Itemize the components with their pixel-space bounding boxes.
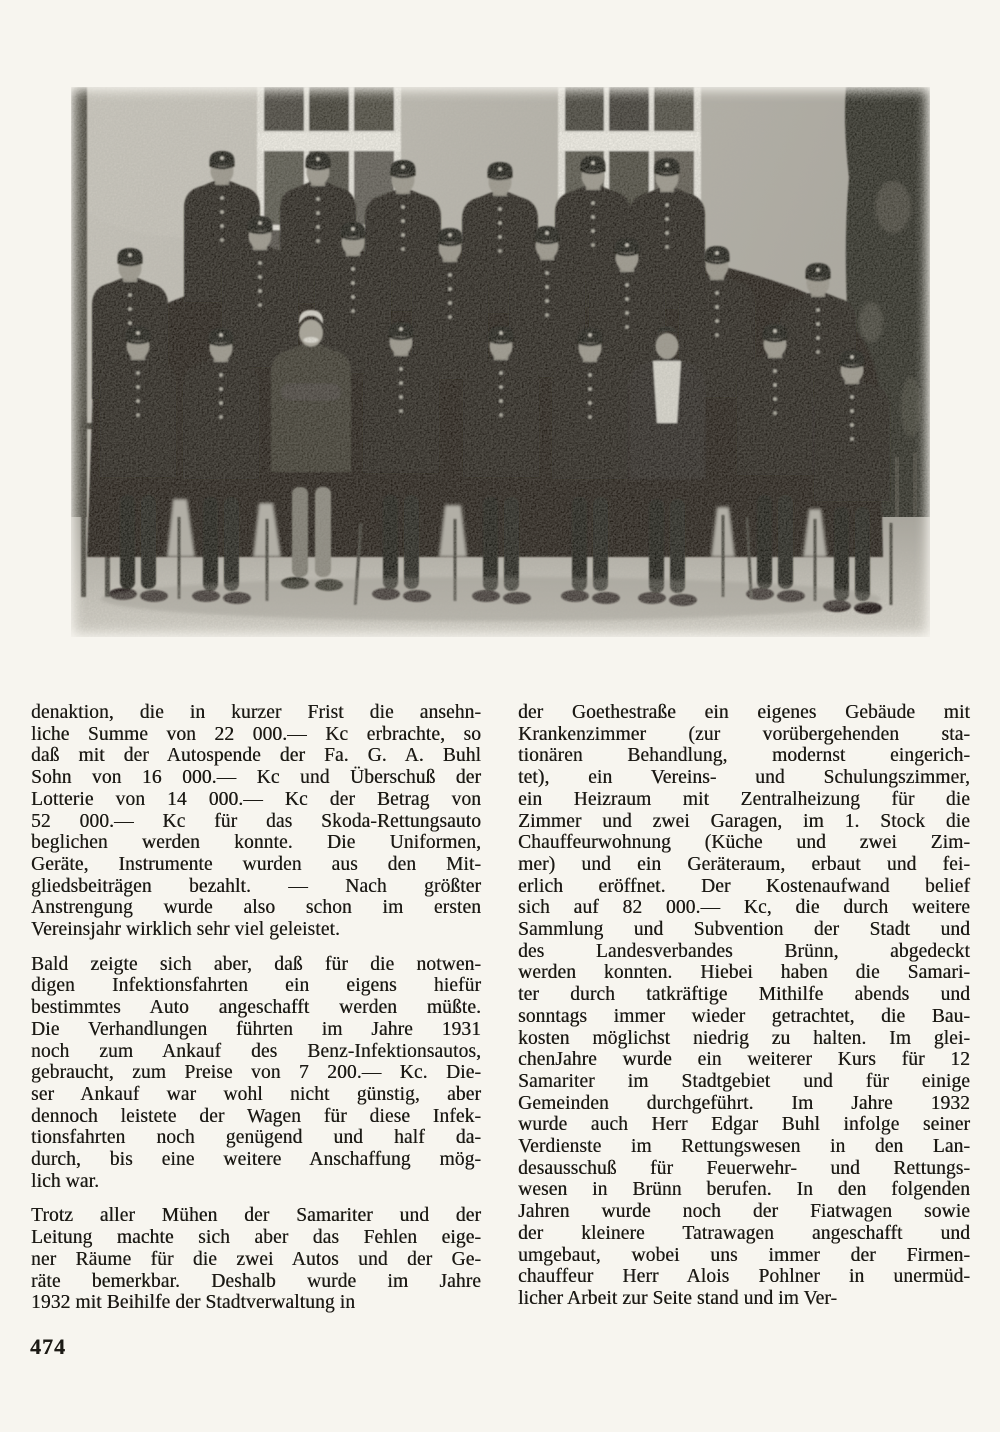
text-line: räte bemerkbar. Deshalb wurde im Jahre [31,1270,482,1292]
group-photo-graphic [71,87,930,637]
text-line: 1932 mit Beihilfe der Stadtverwaltung in [31,1292,356,1314]
group-photo [71,87,930,637]
text-line: Krankenzimmer (zur vorübergehenden sta- [518,723,970,745]
text-line: denaktion, die in kurzer Frist die ansehn- [31,702,482,723]
text-line: Zimmer und zwei Garagen, im 1. Stock die [518,810,970,832]
text-line: Lotterie von 14 000.— Kc der Betrag von [31,788,482,810]
paragraph-building [518,702,970,1310]
text-line: erlich eröffnet. Der Kostenaufwand belief [518,875,970,897]
text-line: ner Räume für die zwei Autos und der Ge- [31,1248,482,1270]
right-column [518,702,970,1327]
paragraph-missing-rooms [31,1205,481,1314]
text-line: digen Infektionsfahrten ein eigens hiefür [31,975,482,997]
text-line: desausschuß für Feuerwehr- und Rettungs- [518,1157,970,1179]
text-line: Anstrengung wurde also schon im ersten [31,897,482,919]
text-line: gebraucht, zum Preise von 7 200.— Kc. Die- [31,1062,482,1084]
text-line: Verdienste im Rettungswesen in den Lan- [518,1136,970,1158]
text-line: durch, bis eine weitere Anschaffung mög- [31,1149,482,1171]
text-line: Samariter im Stadtgebiet und für einige [518,1070,970,1092]
text-line: daß mit der Autospende der Fa. G. A. Buhl [31,745,482,767]
page-number: 474 [30,1334,66,1359]
text-line: Geräte, Instrumente wurden aus den Mit- [31,853,482,875]
photo-grain [71,87,930,637]
text-line: umgebaut, wobei uns immer der Firmen- [518,1244,970,1266]
text-line: ein Heizraum mit Zentralheizung für die [518,788,970,810]
left-column [31,702,481,1327]
text-line: ser Ankauf war wohl nicht günstig, aber [31,1083,482,1105]
text-line: Sammlung und Subvention der Stadt und [518,919,970,941]
text-line: Jahren wurde noch der Fiatwagen sowie [518,1201,970,1223]
text-line: bestimmtes Auto angeschafft werden müßte. [31,997,482,1019]
text-line: Trotz aller Mühen der Samariter und der [31,1205,482,1227]
text-line: liche Summe von 22 000.— Kc erbrachte, so [31,723,482,745]
text-line: Chauffeurwohnung (Küche und zwei Zim- [518,832,970,854]
text-columns [31,702,970,1327]
text-line: kosten möglichst niedrig zu halten. Im glei- [518,1027,970,1049]
text-line: licher Arbeit zur Seite stand und im Ver- [518,1287,838,1309]
paragraph-infection-car [31,954,481,1193]
text-line: tionären Behandlung, modernst eingerich- [518,745,970,767]
text-line: lich war. [31,1170,100,1192]
text-line: 52 000.— Kc für das Skoda-Rettungsauto [31,810,482,832]
text-line: werden konnten. Hiebei haben die Samari- [518,962,970,984]
text-line: sonntags immer wieder getrachtet, die Bau- [518,1005,970,1027]
text-line: tionsfahrten noch genügend und half da- [31,1127,482,1149]
text-line: chauffeur Herr Alois Pohlner in unermüd- [518,1266,970,1288]
text-line: wesen in Brünn berufen. In den folgenden [518,1179,970,1201]
text-line: Leitung machte sich aber das Fehlen eige- [31,1227,482,1249]
text-line: des Landesverbandes Brünn, abgedeckt [518,940,970,962]
text-line: der kleinere Tatrawagen angeschafft und [518,1222,970,1244]
text-line: Gemeinden durchgeführt. Im Jahre 1932 [518,1092,970,1114]
text-line: ter durch tatkräftige Mithilfe abends und [518,984,970,1006]
text-line: Bald zeigte sich aber, daß für die notwen- [31,953,482,975]
text-line: der Goethestraße ein eigenes Gebäude mit [518,702,970,723]
paragraph-funding [31,702,481,941]
text-line: mer) und ein Geräteraum, erbaut und fei- [518,853,970,875]
text-line: dennoch leistete der Wagen für diese Infek- [31,1105,482,1127]
text-line: wurde auch Herr Edgar Buhl infolge seiner [518,1114,970,1136]
text-line: Sohn von 16 000.— Kc und Überschuß der [31,767,482,789]
text-line: gliedsbeiträgen bezahlt. — Nach größter [31,875,482,897]
text-line: Die Verhandlungen führten im Jahre 1931 [31,1018,482,1040]
text-line: tet), ein Vereins- und Schulungszimmer, [518,767,970,789]
text-line: beglichen werden konnte. Die Uniformen, [31,832,482,854]
text-line: noch zum Ankauf des Benz-Infektionsautos, [31,1040,482,1062]
text-line: sich auf 82 000.— Kc, die durch weitere [518,897,970,919]
text-line: chenJahre wurde ein weiterer Kurs für 12 [518,1049,970,1071]
text-line: Vereinsjahr wirklich sehr viel geleistet. [31,919,340,941]
